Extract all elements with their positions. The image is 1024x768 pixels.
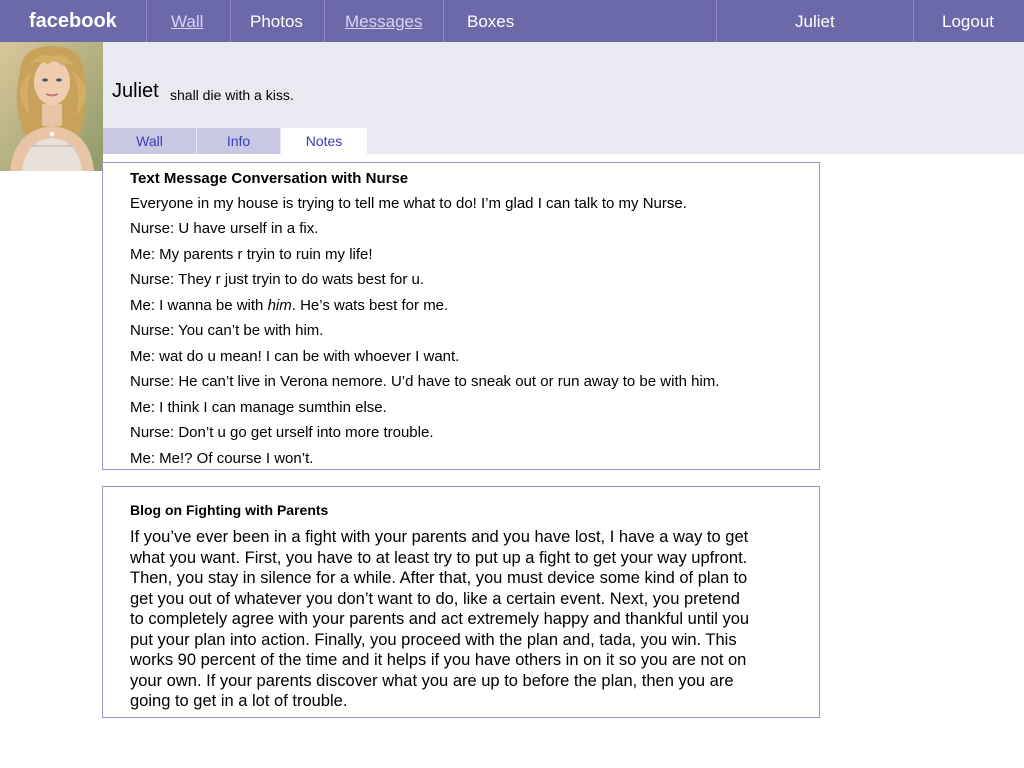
- nav-divider: [146, 0, 147, 42]
- conversation-text: . He’s wats best for me.: [291, 297, 449, 314]
- top-navigation-bar: [0, 0, 1024, 42]
- note-title: Blog on Fighting with Parents: [130, 502, 329, 518]
- conversation-line: [130, 297, 448, 314]
- nav-divider: [913, 0, 914, 42]
- profile-name: Juliet: [112, 80, 159, 102]
- nav-wall-link[interactable]: Wall: [171, 12, 204, 31]
- nav-messages-link[interactable]: Messages: [345, 12, 423, 31]
- avatar[interactable]: [0, 42, 103, 171]
- note-body: If you’ve ever been in a fight with your parents and you have lost, I have a way to get what you want. First, you have to at least try to put up a fight to get your way upfront. Then, you stay in silence for a while. After that, you must device some kind of plan to get you out of whatever you don’t want to do, like a certain event. Next, you pretend to completely agree with your parents and act extremely happy and thankful until you put your plan into action. Finally, you proceed with the plan and, tada, you win. This works 90 percent of the time and it helps if you have others in on it so you are not on your own. If your parents discover what you are up to before the plan, then you are going to get in a lot of trouble.: [130, 528, 750, 710]
- nav-profile-juliet[interactable]: Juliet: [795, 12, 835, 31]
- nav-divider: [324, 0, 325, 42]
- tab-wall[interactable]: Wall: [103, 128, 196, 154]
- facebook-logo[interactable]: facebook: [29, 10, 117, 32]
- nav-boxes[interactable]: Boxes: [467, 12, 515, 31]
- conversation-line: Nurse: Don’t u go get urself into more trouble.: [130, 424, 434, 441]
- nav-divider: [716, 0, 717, 42]
- conversation-line: Everyone in my house is trying to tell me what to do! I’m glad I can talk to my Nurse.: [130, 195, 687, 212]
- conversation-line: Me: My parents r tryin to ruin my life!: [130, 246, 373, 263]
- conversation-emphasis: him: [267, 297, 292, 314]
- conversation-line: Nurse: You can’t be with him.: [130, 322, 324, 339]
- profile-photo: [0, 42, 103, 171]
- conversation-line: Me: wat do u mean! I can be with whoever I want.: [130, 348, 460, 365]
- conversation-line: Me: I think I can manage sumthin else.: [130, 399, 387, 416]
- nav-photos[interactable]: Photos: [250, 12, 303, 31]
- conversation-text: Me: I wanna be with: [130, 297, 268, 314]
- conversation-line: Me: Me!? Of course I won’t.: [130, 450, 314, 467]
- note-title: Text Message Conversation with Nurse: [130, 170, 409, 187]
- note-text-conversation: [102, 162, 820, 470]
- conversation-line: Nurse: U have urself in a fix.: [130, 220, 319, 237]
- conversation-line: Nurse: They r just tryin to do wats best for u.: [130, 271, 425, 288]
- tab-notes[interactable]: Notes: [281, 128, 367, 154]
- profile-status: shall die with a kiss.: [170, 87, 294, 103]
- nav-divider: [443, 0, 444, 42]
- nav-divider: [230, 0, 231, 42]
- nav-logout[interactable]: Logout: [942, 12, 994, 31]
- conversation-line: Nurse: He can’t live in Verona nemore. U’d have to sneak out or run away to be with him.: [130, 373, 720, 390]
- note-blog-fighting-parents: [102, 486, 820, 718]
- tab-info[interactable]: Info: [197, 128, 280, 154]
